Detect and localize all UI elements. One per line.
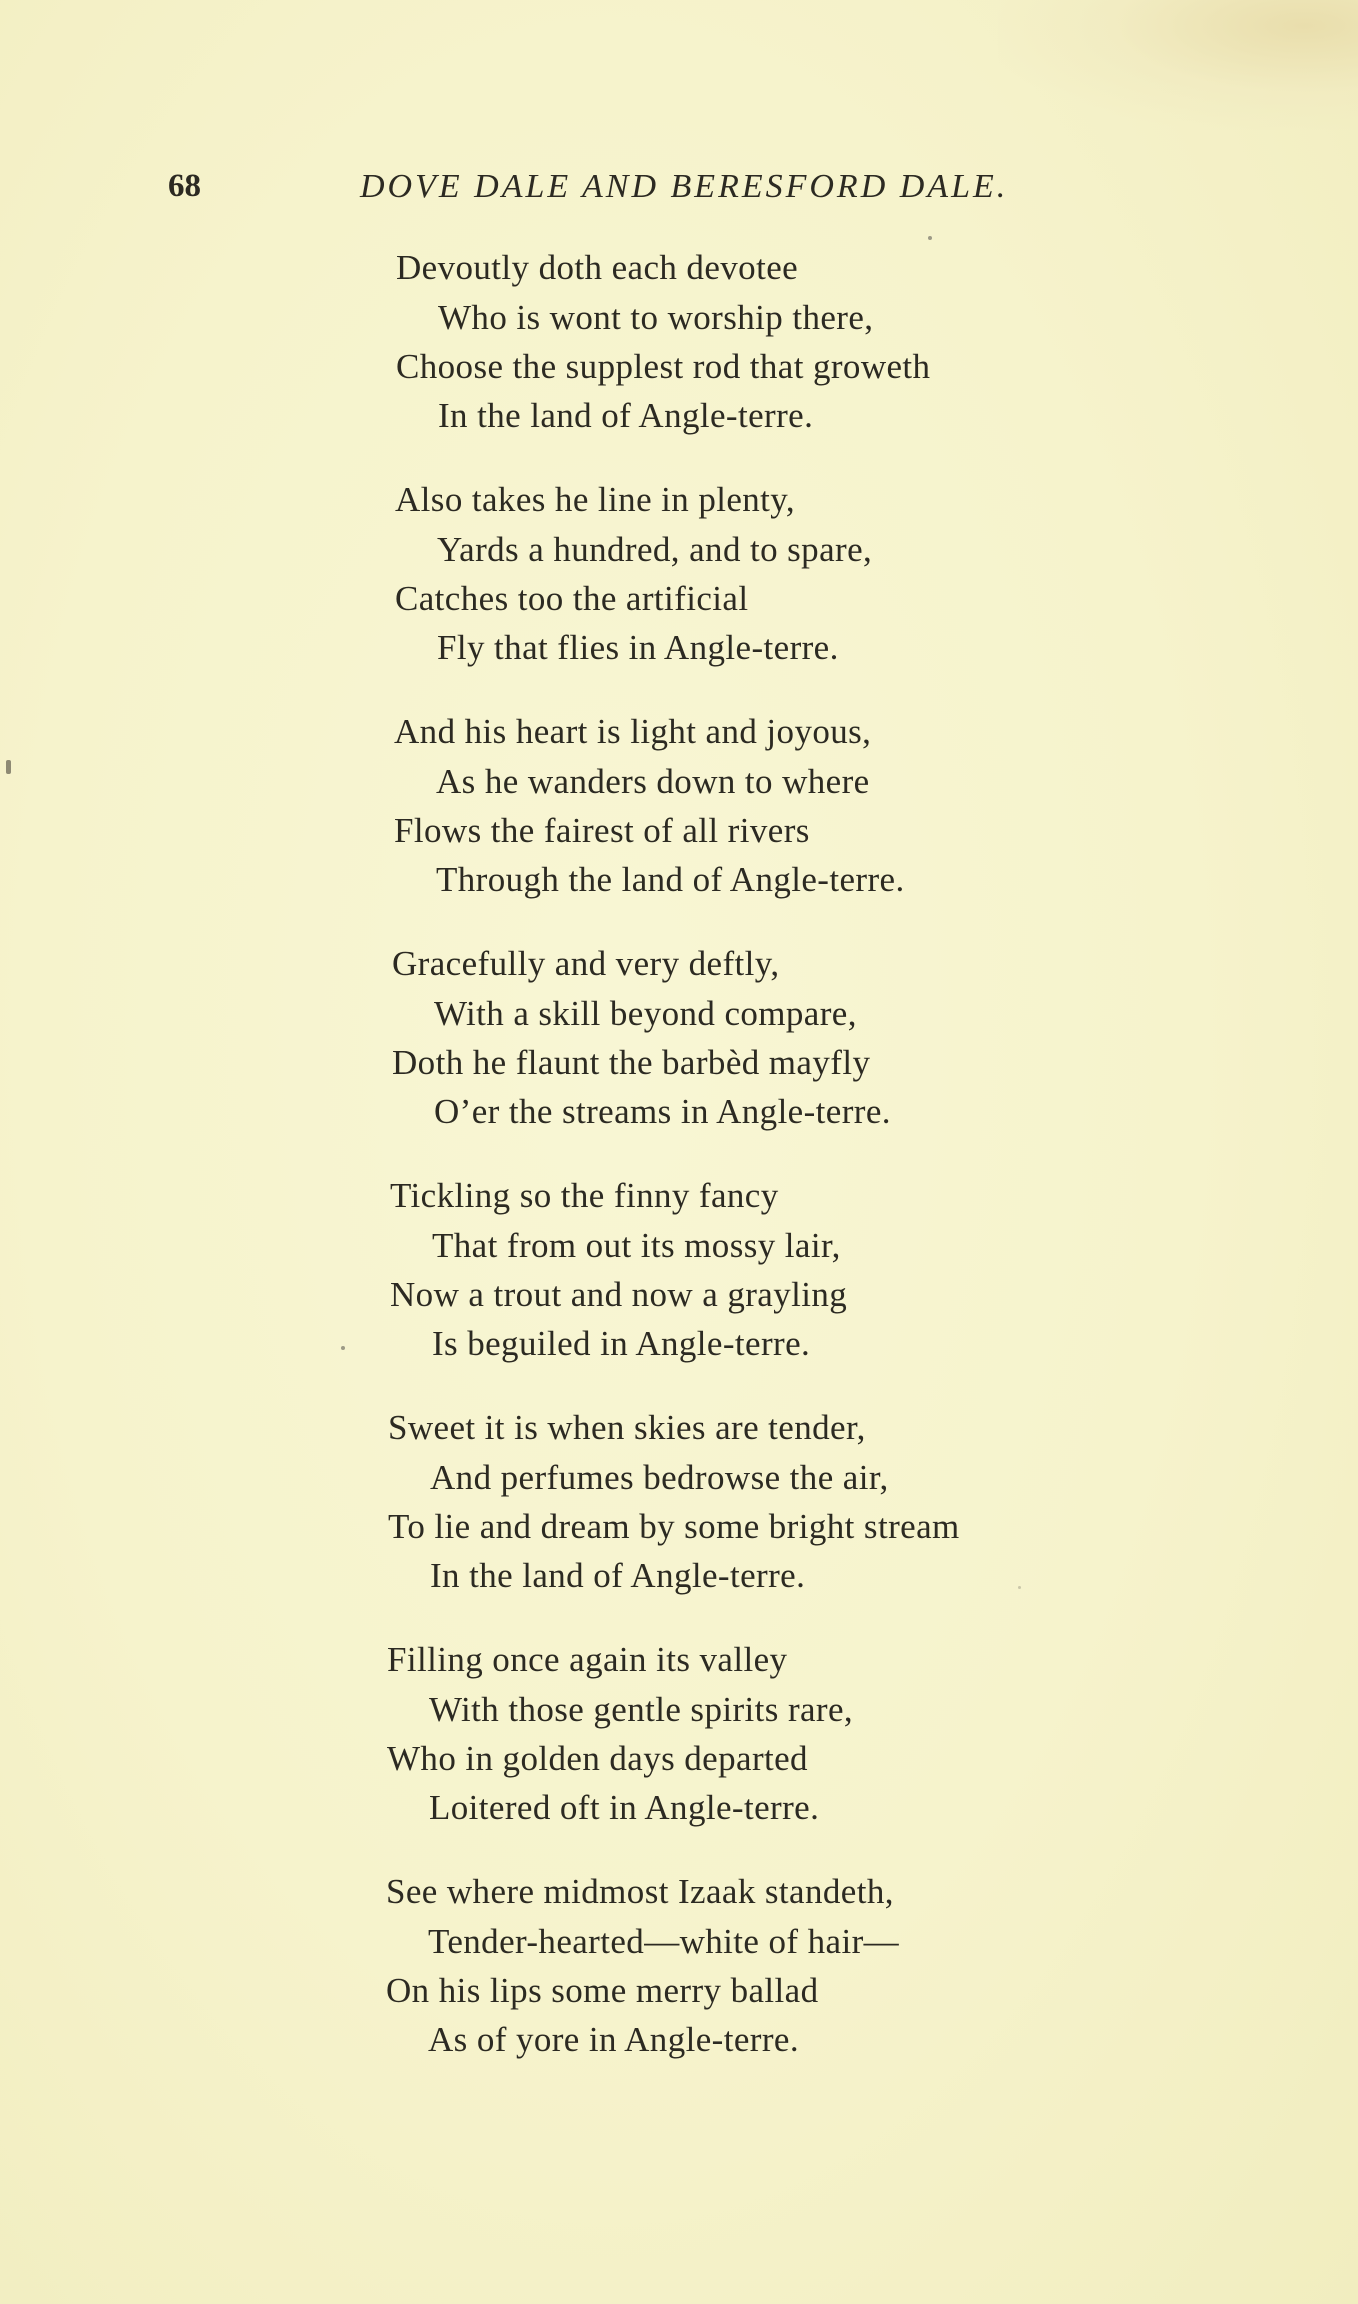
poem-line: Filling once again its valley (387, 1640, 788, 1679)
ink-speck (1018, 1586, 1021, 1589)
poem-line: With a skill beyond compare, (434, 994, 857, 1033)
running-title: DOVE DALE AND BERESFORD DALE. (360, 168, 1009, 205)
ink-speck (928, 236, 932, 240)
poem-line: With those gentle spirits rare, (429, 1690, 854, 1729)
poem-line: Flows the fairest of all rivers (394, 811, 810, 850)
poem-line: Through the land of Angle-terre. (436, 860, 905, 899)
poem-line: Also takes he line in plenty, (395, 480, 796, 519)
margin-mark (6, 760, 11, 774)
poem-line: Catches too the artificial (395, 579, 749, 618)
poem-line: Devoutly doth each devotee (396, 248, 799, 287)
poem-line: Now a trout and now a grayling (390, 1275, 848, 1314)
poem-line: In the land of Angle-terre. (438, 396, 814, 435)
poem-line: Tender-hearted—white of hair— (428, 1922, 900, 1961)
poem-line: Fly that flies in Angle-terre. (437, 628, 839, 667)
poem-line: Who in golden days departed (387, 1739, 808, 1778)
poem-line: And his heart is light and joyous, (394, 712, 872, 751)
poem-line: See where midmost Izaak standeth, (386, 1872, 894, 1911)
poem-line: Who is wont to worship there, (438, 298, 874, 337)
poem-line: Tickling so the finny fancy (390, 1176, 779, 1215)
poem-line: Doth he flaunt the barbèd mayfly (392, 1043, 871, 1082)
poem-line: Yards a hundred, and to spare, (437, 530, 873, 569)
running-head (0, 168, 1358, 216)
poem-line: Is beguiled in Angle-terre. (432, 1324, 811, 1363)
page-number: 68 (168, 168, 201, 204)
poem-line: In the land of Angle-terre. (430, 1556, 806, 1595)
poem-line: Gracefully and very deftly, (392, 944, 780, 983)
poem-line: Sweet it is when skies are tender, (388, 1408, 866, 1447)
poem-line: Loitered oft in Angle-terre. (429, 1788, 820, 1827)
poem-line: As of yore in Angle-terre. (428, 2020, 799, 2059)
poem-line: And perfumes bedrowse the air, (430, 1458, 889, 1497)
ink-speck (341, 1346, 345, 1350)
poem-line: Choose the supplest rod that groweth (396, 347, 931, 386)
poem-line: On his lips some merry ballad (386, 1971, 819, 2010)
poem-line: To lie and dream by some bright stream (388, 1507, 960, 1546)
poem-line: That from out its mossy lair, (432, 1226, 841, 1265)
poem-line: O’er the streams in Angle-terre. (434, 1092, 891, 1131)
poem-line: As he wanders down to where (436, 762, 870, 801)
paper-stain (998, 0, 1358, 130)
